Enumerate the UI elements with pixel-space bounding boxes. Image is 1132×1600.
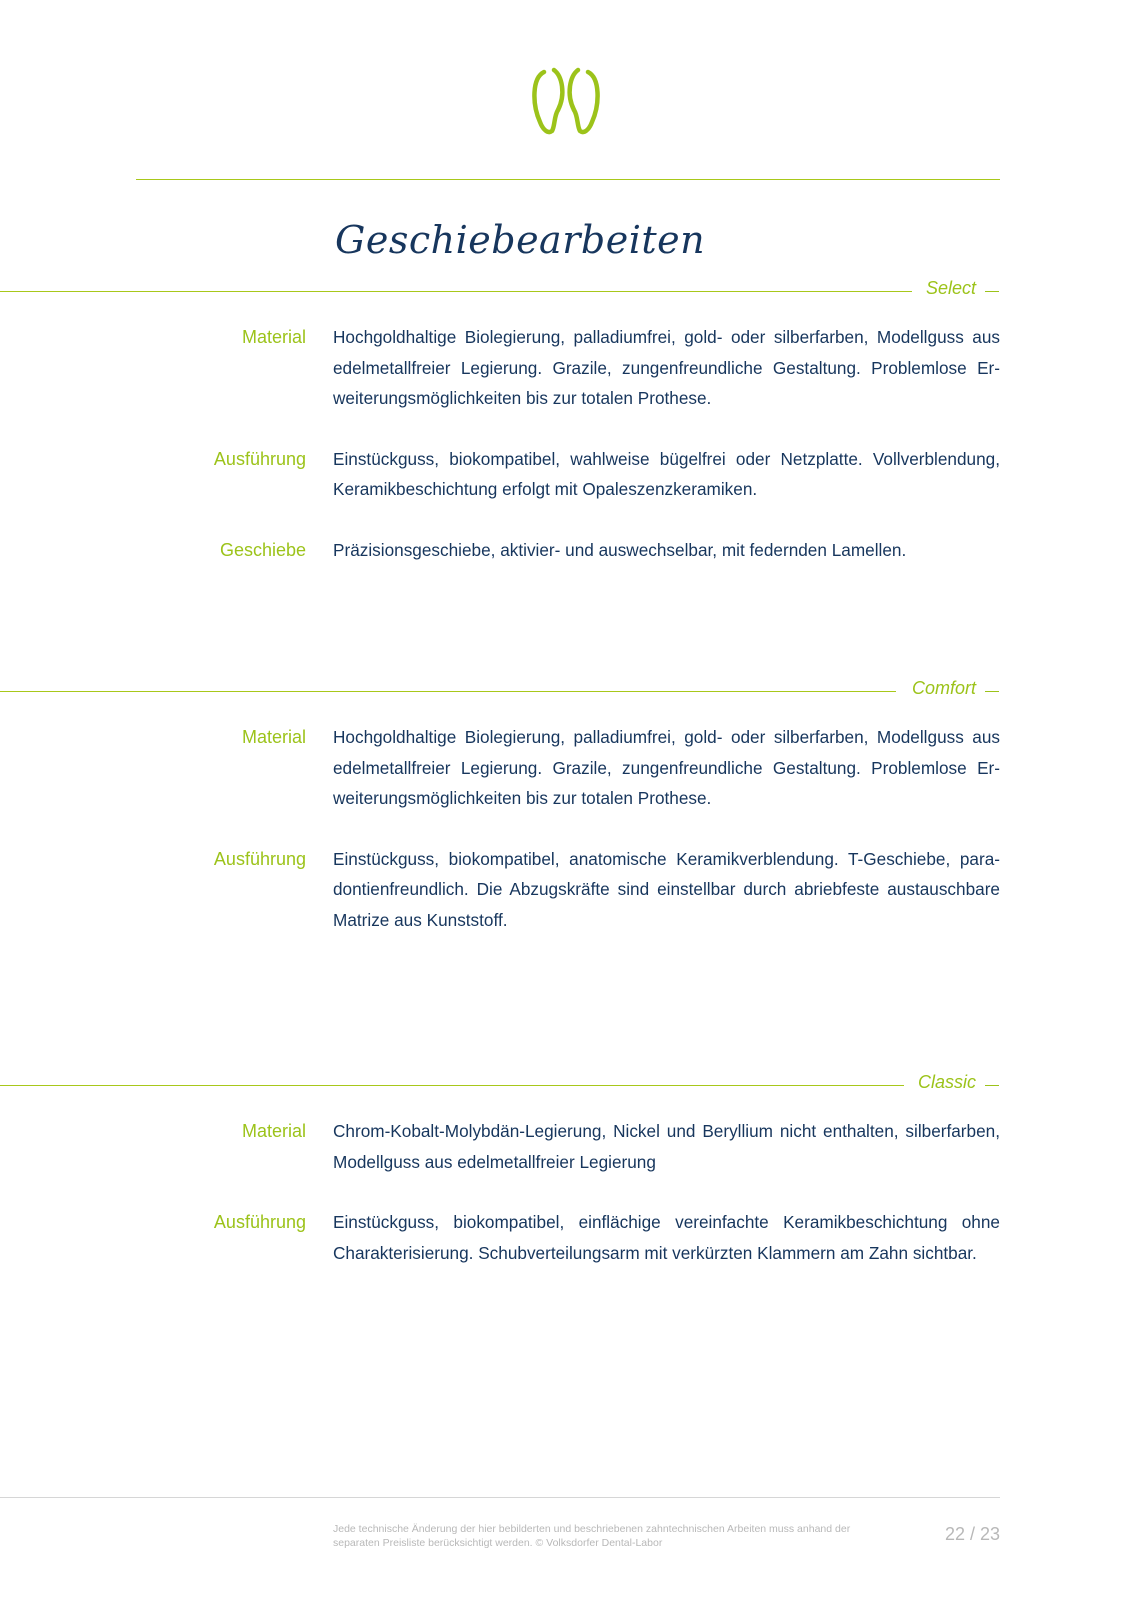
spec-text: Präzisionsgeschiebe, aktivier- und auswechselbar, mit federnden Lamellen. (333, 539, 907, 560)
page-title: Geschiebearbeiten (335, 218, 706, 262)
spec-label: Material (241, 727, 306, 747)
spec-row (0, 1207, 1132, 1268)
section-dash (985, 691, 999, 692)
section-title: Select (925, 278, 976, 298)
spec-row (0, 722, 1132, 814)
spec-row (0, 444, 1132, 505)
spec-label: Geschiebe (219, 539, 306, 560)
spec-text: Hochgoldhaltige Biolegierung, palladiumfrei, gold- oder silberfarben, Modellguss aus edelmetallfreier Legierung. Grazile, zungenfreundliche Gestaltung. Problemlose Erweiterungsmöglichkeiten bis zur totalen Prothese. (333, 727, 1000, 808)
spec-label: Ausführung (213, 1212, 306, 1232)
spec-label: Ausführung (213, 848, 306, 869)
footer-divider (0, 1497, 1000, 1498)
section-classic (0, 1070, 1132, 1268)
spec-row (0, 1116, 1132, 1177)
section-dash (985, 1085, 999, 1086)
spec-text: Einstückguss, biokompatibel, anatomische Keramikverblendung. T-Geschiebe, paradontienfreundlich. Die Abzugskräfte sind einstellbar durch abriebfeste austauschbare Matrize aus Kunststoff. (333, 848, 1000, 930)
header-divider (136, 179, 1000, 180)
section-divider (0, 291, 912, 292)
section-header (0, 676, 1132, 706)
section-divider (0, 1085, 904, 1086)
spec-row (0, 322, 1132, 414)
page-number: 22 / 23 (944, 1524, 1000, 1544)
spec-text: Einstückguss, biokompatibel, wahlweise bügelfrei oder Netzplatte. Vollverblendung, Keramikbeschichtung erfolgt mit Opaleszenzkeramiken. (333, 448, 1000, 499)
footer-note: Jede technische Änderung der hier bebilderten und beschriebenen zahntechnischen Arbeiten muss anhand der separaten Preisliste berücksichtigt werden. © Volksdorfer Dental-Labor (333, 1523, 851, 1549)
section-comfort (0, 676, 1132, 935)
spec-text: Chrom-Kobalt-Molybdän-Legierung, Nickel und Beryllium nicht enthalten, silberfarben, Modellguss aus edelmetallfreier Legierung (333, 1121, 1000, 1172)
spec-label: Ausführung (213, 448, 306, 469)
spec-row (0, 844, 1132, 936)
spec-label: Material (241, 327, 306, 347)
section-header (0, 1070, 1132, 1100)
section-divider (0, 691, 896, 692)
spec-text: Einstückguss, biokompatibel, einflächige vereinfachte Keramikbeschichtung ohne Charakterisierung. Schubverteilungsarm mit verkürzten Klammern am Zahn sichtbar. (333, 1212, 1000, 1263)
tooth-icon (528, 64, 604, 140)
spec-row (0, 535, 1132, 566)
section-dash (985, 291, 999, 292)
section-title: Classic (917, 1072, 976, 1092)
section-header (0, 276, 1132, 306)
section-select (0, 276, 1132, 565)
spec-label: Material (241, 1121, 306, 1141)
spec-text: Hochgoldhaltige Biolegierung, palladiumfrei, gold- oder silberfarben, Modellguss aus edelmetallfreier Legierung. Grazile, zungenfreundliche Gestaltung. Problemlose Erweiterungsmöglichkeiten bis zur totalen Prothese. (333, 327, 1000, 408)
section-title: Comfort (911, 678, 976, 698)
